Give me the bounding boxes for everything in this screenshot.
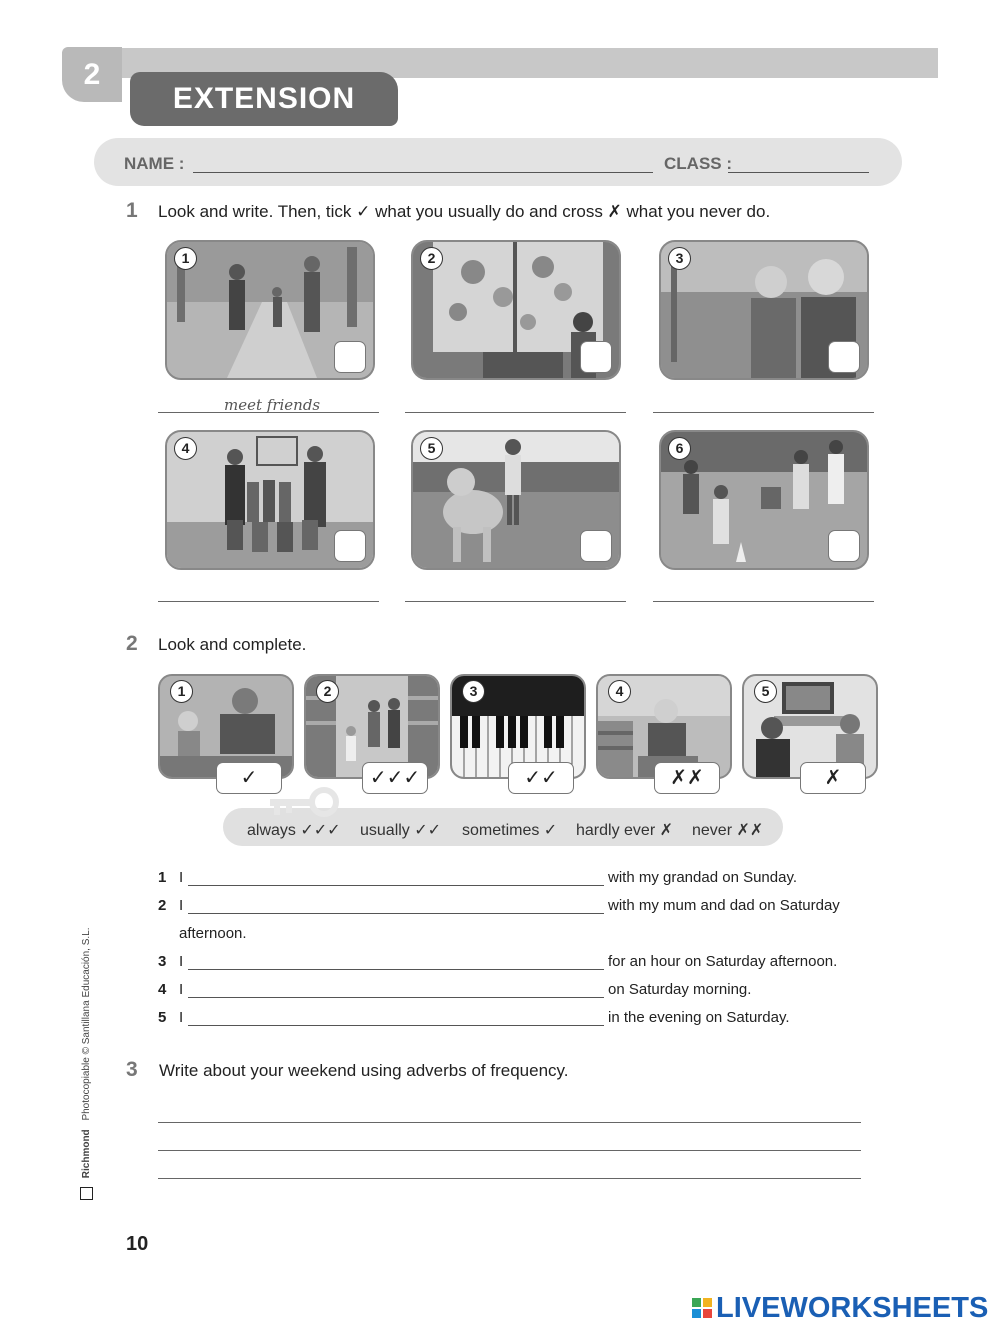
- sentence-number: 1: [158, 869, 167, 886]
- page-number: 10: [126, 1233, 149, 1255]
- credit-text: Photocopiable © Santillana Educación, S.L.: [81, 927, 93, 1121]
- richmond-logo-icon: [80, 1187, 93, 1200]
- sentence-start: I: [179, 953, 184, 970]
- answer-line[interactable]: [405, 601, 626, 602]
- item-badge: 2: [420, 247, 443, 270]
- sentence-continuation: afternoon.: [179, 925, 247, 942]
- sentence-end: in the evening on Saturday.: [608, 1009, 790, 1026]
- key-sometimes: sometimes ✓: [462, 822, 558, 839]
- exercise-3-instruction: Write about your weekend using adverbs of frequency.: [159, 1061, 569, 1080]
- sentence-answer-line[interactable]: [188, 969, 604, 970]
- tick-box[interactable]: [580, 341, 612, 373]
- answer-line[interactable]: [653, 412, 874, 413]
- tick-box[interactable]: [334, 341, 366, 373]
- picture-badge: 1: [170, 680, 193, 703]
- sentence-end: for an hour on Saturday afternoon.: [608, 953, 838, 970]
- sentence-number: 2: [158, 897, 167, 914]
- item-badge: 5: [420, 437, 443, 460]
- sentence-answer-line[interactable]: [188, 1025, 604, 1026]
- sentence-start: I: [179, 981, 184, 998]
- sentence-answer-line[interactable]: [188, 997, 604, 998]
- exercise-2-number: 2: [126, 632, 138, 655]
- answer-line[interactable]: [405, 412, 626, 413]
- item-badge: 6: [668, 437, 691, 460]
- sentence-end: with my grandad on Sunday.: [608, 869, 798, 886]
- key-always: always ✓✓✓: [247, 822, 341, 839]
- sentence-answer-line[interactable]: [188, 885, 604, 886]
- item-badge: 1: [174, 247, 197, 270]
- key-never: never ✗✗: [692, 822, 764, 839]
- writing-line[interactable]: [158, 1178, 861, 1179]
- exercise-3-number: 3: [126, 1058, 138, 1081]
- sentence-number: 4: [158, 981, 167, 998]
- frequency-mark: ✓✓✓: [362, 762, 428, 794]
- sentence-answer-line[interactable]: [188, 913, 604, 914]
- tick-box[interactable]: [580, 530, 612, 562]
- key-icon: [264, 786, 344, 822]
- writing-line[interactable]: [158, 1150, 861, 1151]
- tick-box[interactable]: [828, 530, 860, 562]
- sentence-start: I: [179, 1009, 184, 1026]
- answer-line[interactable]: [158, 601, 379, 602]
- section-title: EXTENSION: [172, 82, 356, 115]
- picture-badge: 4: [608, 680, 631, 703]
- item-badge: 4: [174, 437, 197, 460]
- item-badge: 3: [668, 247, 691, 270]
- name-class-bar: [94, 138, 902, 186]
- frequency-mark: ✓✓: [508, 762, 574, 794]
- frequency-mark: ✗: [800, 762, 866, 794]
- tick-box[interactable]: [334, 530, 366, 562]
- tick-box[interactable]: [828, 341, 860, 373]
- publisher-name: Richmond: [81, 1129, 93, 1179]
- exercise-2-instruction: Look and complete.: [158, 635, 307, 654]
- class-field[interactable]: [728, 172, 869, 173]
- exercise-1-instruction: Look and write. Then, tick ✓ what you usually do and cross ✗ what you never do.: [158, 202, 771, 221]
- sentence-number: 5: [158, 1009, 167, 1026]
- frequency-mark: ✓: [216, 762, 282, 794]
- copyright-credit: [80, 927, 93, 1200]
- name-field[interactable]: [193, 172, 653, 173]
- liveworksheets-logo-icon: [692, 1298, 712, 1318]
- sentence-end: with my mum and dad on Saturday: [608, 897, 840, 914]
- unit-number: 2: [83, 58, 101, 91]
- key-usually: usually ✓✓: [360, 822, 442, 839]
- class-label: CLASS :: [664, 154, 732, 173]
- liveworksheets-watermark[interactable]: LIVEWORKSHEETS: [716, 1292, 989, 1324]
- sample-answer: meet friends: [224, 396, 321, 414]
- name-label: NAME :: [124, 154, 185, 173]
- picture-badge: 3: [462, 680, 485, 703]
- exercise-1-number: 1: [126, 199, 138, 222]
- frequency-mark: ✗✗: [654, 762, 720, 794]
- sentence-number: 3: [158, 953, 167, 970]
- sentence-start: I: [179, 869, 184, 886]
- sentence-start: I: [179, 897, 184, 914]
- key-hardly-ever: hardly ever ✗: [576, 822, 673, 839]
- picture-badge: 2: [316, 680, 339, 703]
- writing-line[interactable]: [158, 1122, 861, 1123]
- answer-line[interactable]: [653, 601, 874, 602]
- sentence-end: on Saturday morning.: [608, 981, 752, 998]
- picture-badge: 5: [754, 680, 777, 703]
